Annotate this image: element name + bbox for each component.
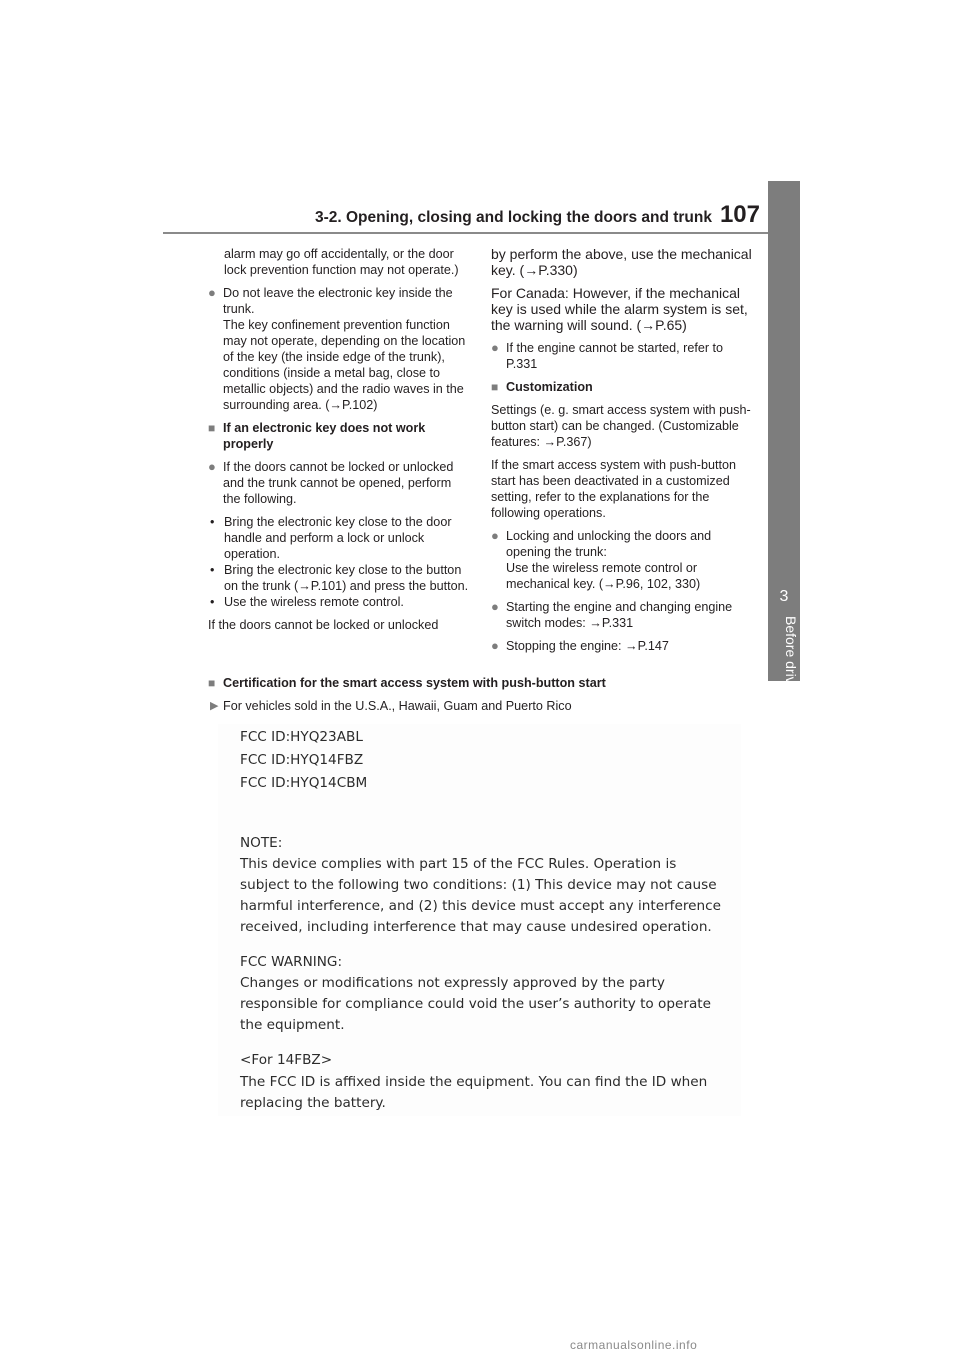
continued-text: alarm may go off accidentally, or the door lock prevention function may not operate.) (224, 247, 459, 277)
section-heading (208, 420, 470, 452)
fcc-line: responsible for compliance could void the user’s authority to operate (240, 996, 711, 1012)
heading-text: Certification for the smart access system with push-button start (223, 676, 606, 690)
dash-item (208, 594, 470, 610)
bullet-title: Locking and unlocking the doors and opening the trunk: (506, 529, 712, 559)
page-number: 107 (719, 201, 760, 228)
bullet-dot-icon: ● (491, 638, 499, 653)
fcc-label-image (218, 724, 741, 1116)
square-icon: ■ (208, 676, 216, 690)
heading-text: Customization (506, 380, 593, 394)
chapter-tab (768, 181, 800, 681)
dash-item (208, 562, 470, 594)
section-title: 3-2. Opening, closing and locking the doors and trunk (314, 209, 712, 226)
fcc-line: received, including interference that may cause undesired operation. (240, 919, 712, 935)
fcc-line: FCC ID:HYQ14FBZ (240, 752, 364, 768)
fcc-line: harmful interference, and (2) this device must accept any interference (240, 898, 721, 914)
certification-subheading (208, 699, 572, 713)
fcc-line: replacing the battery. (240, 1095, 386, 1111)
bullet-dot-icon: ● (208, 459, 216, 474)
bullet-dot-icon: ● (491, 340, 499, 355)
dash-text: Use the wireless remote control. (224, 595, 404, 609)
subheading-text: For vehicles sold in the U.S.A., Hawaii, Guam and Puerto Rico (223, 699, 572, 713)
dash-icon: • (210, 595, 215, 609)
bullet-body: If the engine cannot be started, refer to P.331 (506, 341, 724, 371)
bullet-body: Starting the engine and changing engine switch modes: →P.331 (506, 600, 733, 630)
trailing-text: If the doors cannot be locked or unlocked (208, 618, 439, 632)
fcc-line: <For 14FBZ> (240, 1052, 333, 1068)
certification-heading (208, 676, 606, 690)
bullet-dot-icon: ● (208, 285, 216, 300)
square-icon: ■ (491, 380, 499, 394)
fcc-line: FCC ID:HYQ14CBM (240, 775, 368, 791)
square-icon: ■ (208, 421, 216, 435)
section-heading (491, 379, 753, 395)
fcc-line: Changes or modifications not expressly approved by the party (240, 975, 665, 991)
bullet-body: If the doors cannot be locked or unlocked and the trunk cannot be opened, perform the following. (223, 460, 454, 506)
bullet-item (208, 285, 470, 413)
dash-icon: • (210, 515, 215, 529)
bullet-item (208, 459, 470, 507)
watermark: carmanualsonline.info (570, 1338, 698, 1352)
paragraph: Settings (e. g. smart access system with push-button start) can be changed. (Customizable features: →P.367) (491, 403, 751, 449)
header-divider (163, 232, 800, 234)
dash-text: Bring the electronic key close to the door handle and perform a lock or unlock operation. (224, 515, 452, 561)
bullet-body: Stopping the engine: →P.147 (506, 639, 669, 653)
canada-note: For Canada: However, if the mechanical key is used while the alarm system is set, the warning will sound. (→P.65) (491, 285, 748, 333)
bullet-title: Do not leave the electronic key inside the trunk. (223, 286, 453, 316)
bullet-item (491, 599, 753, 631)
fcc-line: FCC ID:HYQ23ABL (240, 729, 363, 745)
chapter-label: Before driving (783, 616, 799, 703)
bullet-body: The key confinement prevention function may not operate, depending on the location of the key (the inside edge of the trunk), conditions (inside a metal bag, close to metallic objects) and the radio waves in the surrounding area. (→P.102) (223, 318, 466, 412)
fcc-line: The FCC ID is affixed inside the equipment. You can find the ID when (240, 1074, 708, 1090)
fcc-line: NOTE: (240, 835, 283, 851)
fcc-line: FCC WARNING: (240, 954, 343, 970)
fcc-line: This device complies with part 15 of the FCC Rules. Operation is (240, 856, 677, 872)
dash-icon: • (210, 563, 215, 577)
bullet-body: Use the wireless remote control or mechanical key. (→P.96, 102, 330) (506, 561, 701, 591)
triangle-icon: ▶ (210, 700, 219, 712)
fcc-line: subject to the following two conditions: (1) This device may not cause (240, 877, 717, 893)
dash-text: Bring the electronic key close to the button on the trunk (→P.101) and press the button. (224, 563, 469, 593)
right-column (491, 246, 753, 661)
heading-text: If an electronic key does not work properly (223, 421, 426, 451)
page-header (0, 200, 800, 240)
dash-item (208, 514, 470, 562)
continued-text: by perform the above, use the mechanical key. (→P.330) (491, 246, 752, 278)
chapter-number: 3 (779, 588, 789, 605)
bullet-item (491, 528, 753, 592)
bullet-dot-icon: ● (491, 528, 499, 543)
paragraph: If the smart access system with push-button start has been deactivated in a customized setting, refer to the explanations for the following operations. (491, 458, 736, 520)
fcc-line: the equipment. (240, 1017, 345, 1033)
left-column (208, 246, 470, 640)
bullet-item (491, 638, 753, 654)
bullet-item (491, 340, 753, 372)
bullet-dot-icon: ● (491, 599, 499, 614)
